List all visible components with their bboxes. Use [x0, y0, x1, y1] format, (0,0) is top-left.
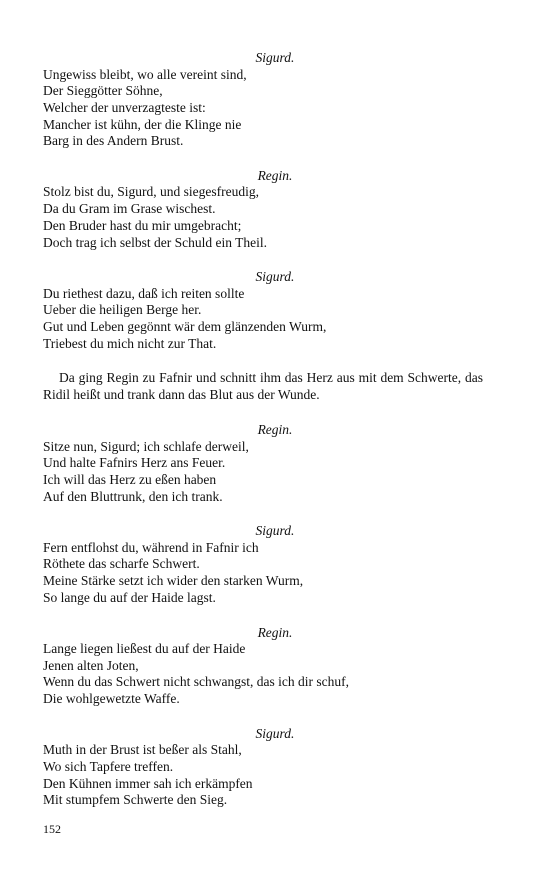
verse-line: Wo sich Tapfere treffen. — [43, 758, 174, 774]
verse-line: So lange du auf der Haide lagst. — [43, 589, 216, 605]
stanza — [43, 168, 483, 251]
verse-line: Die wohlgewetzte Waffe. — [43, 691, 180, 707]
verse-line: Ungewiss bleibt, wo alle vereint sind, — [43, 66, 247, 82]
verse-line: Sitze nun, Sigurd; ich schlafe derweil, — [43, 438, 249, 454]
stanza — [43, 523, 483, 606]
verse-line: Lange liegen ließest du auf der Haide — [43, 641, 246, 657]
verse-line: Meine Stärke setzt ich wider den starken Wurm, — [43, 573, 304, 589]
verse-line: Den Bruder hast du mir umgebracht; — [43, 217, 242, 233]
stanza — [43, 625, 483, 708]
verse-line: Wenn du das Schwert nicht schwangst, das ich dir schuf, — [43, 674, 349, 690]
page-number: 152 — [43, 822, 61, 836]
verse-line: Mancher ist kühn, der die Klinge nie — [43, 116, 242, 132]
verse-line: Gut und Leben gegönnt wär dem glänzenden Wurm, — [43, 319, 327, 335]
verse-line: Mit stumpfem Schwerte den Sieg. — [43, 792, 228, 808]
stanza — [43, 50, 483, 150]
speaker-label: Sigurd. — [255, 50, 295, 65]
speaker-label: Regin. — [257, 624, 293, 640]
prose-paragraph: Da ging Regin zu Fafnir und schnitt ihm das Herz aus mit dem Schwerte, das Ridil heißt und trank dann das Blut aus der Wunde. — [43, 370, 483, 403]
speaker-label: Regin. — [257, 422, 293, 438]
speaker-label: Sigurd. — [255, 725, 295, 741]
verse-line: Und halte Fafnirs Herz ans Feuer. — [43, 455, 226, 471]
verse-line: Ich will das Herz zu eßen haben — [43, 471, 217, 487]
stanza — [43, 422, 483, 505]
verse-line: Triebest du mich nicht zur That. — [43, 335, 217, 351]
verse-line: Jenen alten Joten, — [43, 657, 139, 673]
stanza — [43, 269, 483, 352]
verse-line: Barg in des Andern Brust. — [43, 133, 184, 149]
stanza — [43, 726, 483, 809]
speaker-label: Sigurd. — [255, 523, 295, 539]
verse-line: Stolz bist du, Sigurd, und siegesfreudig, — [43, 184, 259, 200]
verse-line: Auf den Bluttrunk, den ich trank. — [43, 488, 223, 504]
verse-line: Welcher der unverzagteste ist: — [43, 99, 206, 115]
verse-line: Du riethest dazu, daß ich reiten sollte — [43, 285, 245, 301]
verse-line: Den Kühnen immer sah ich erkämpfen — [43, 775, 253, 791]
verse-line: Da du Gram im Grase wischest. — [43, 201, 216, 217]
speaker-label: Regin. — [257, 167, 293, 183]
verse-line: Muth in der Brust ist beßer als Stahl, — [43, 742, 242, 758]
verse-line: Röthete das scharfe Schwert. — [43, 556, 200, 572]
verse-line: Doch trag ich selbst der Schuld ein Theil. — [43, 234, 267, 250]
verse-line: Ueber die heiligen Berge her. — [43, 302, 202, 318]
verse-line: Fern entflohst du, während in Fafnir ich — [43, 539, 259, 555]
verse-line: Der Sieggötter Söhne, — [43, 83, 163, 99]
speaker-label: Sigurd. — [255, 269, 295, 285]
page-body — [43, 50, 483, 827]
